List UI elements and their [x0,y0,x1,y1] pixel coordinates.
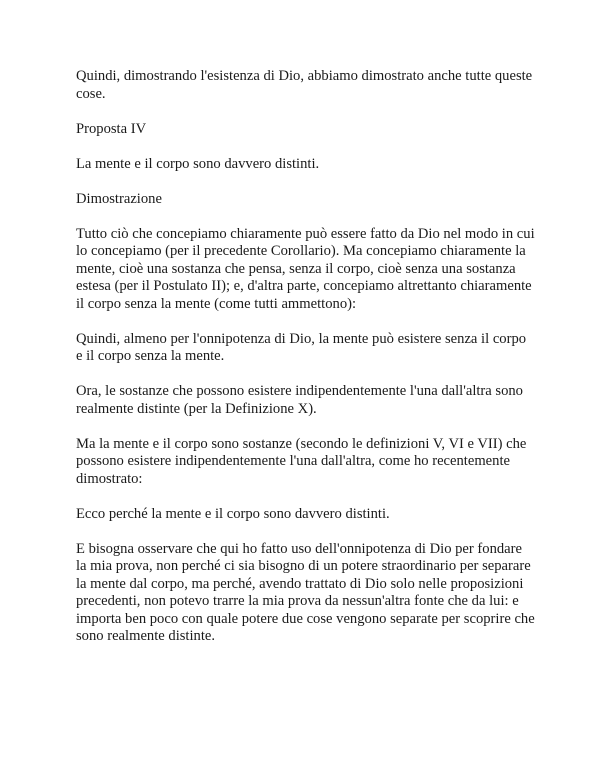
paragraph-inference: Quindi, almeno per l'onnipotenza di Dio, la mente può esistere senza il corpo e il corpo senza la mente. [76,330,527,364]
paragraph-result: Ecco perché la mente e il corpo sono davvero distinti. [76,505,390,522]
demonstration-heading: Dimostrazione [76,190,162,207]
paragraph-remark: E bisogna osservare che qui ho fatto uso dell'onnipotenza di Dio per fondare la mia prova, non perché ci sia bisogno di un potere straordinario per separare la mente dal corpo, ma perché, avendo trattato di Dio solo nelle proposizioni precedenti, non potevo trarre la mia prova da nessun'altra fonte che da lui: e importa ben poco con quale potere due cose vengono separate per scoprire che sono realmente distinte. [76,540,535,644]
document-page [76,68,536,663]
proposition-heading: Proposta IV [76,120,147,137]
paragraph-definition: Ora, le sostanze che possono esistere indipendentemente l'una dall'altra sono realmente distinte (per la Definizione X). [76,383,523,417]
paragraph-conclusion: Quindi, dimostrando l'esistenza di Dio, abbiamo dimostrato anche tutte queste cose. [76,68,533,102]
proposition-statement: La mente e il corpo sono davvero distinti. [76,155,320,172]
paragraph-substances: Ma la mente e il corpo sono sostanze (secondo le definizioni V, VI e VII) che possono esistere indipendentemente l'una dall'altra, come ho recentemente dimostrato: [76,435,527,487]
paragraph-premise: Tutto ciò che concepiamo chiaramente può essere fatto da Dio nel modo in cui lo concepiamo (per il precedente Corollario). Ma concepiamo chiaramente la mente, cioè una sostanza che pensa, senza il corpo, cioè senza una sostanza estesa (per il Postulato II); e, d'altra parte, concepiamo altrettanto chiaramente il corpo senza la mente (come tutti ammettono): [76,225,535,312]
